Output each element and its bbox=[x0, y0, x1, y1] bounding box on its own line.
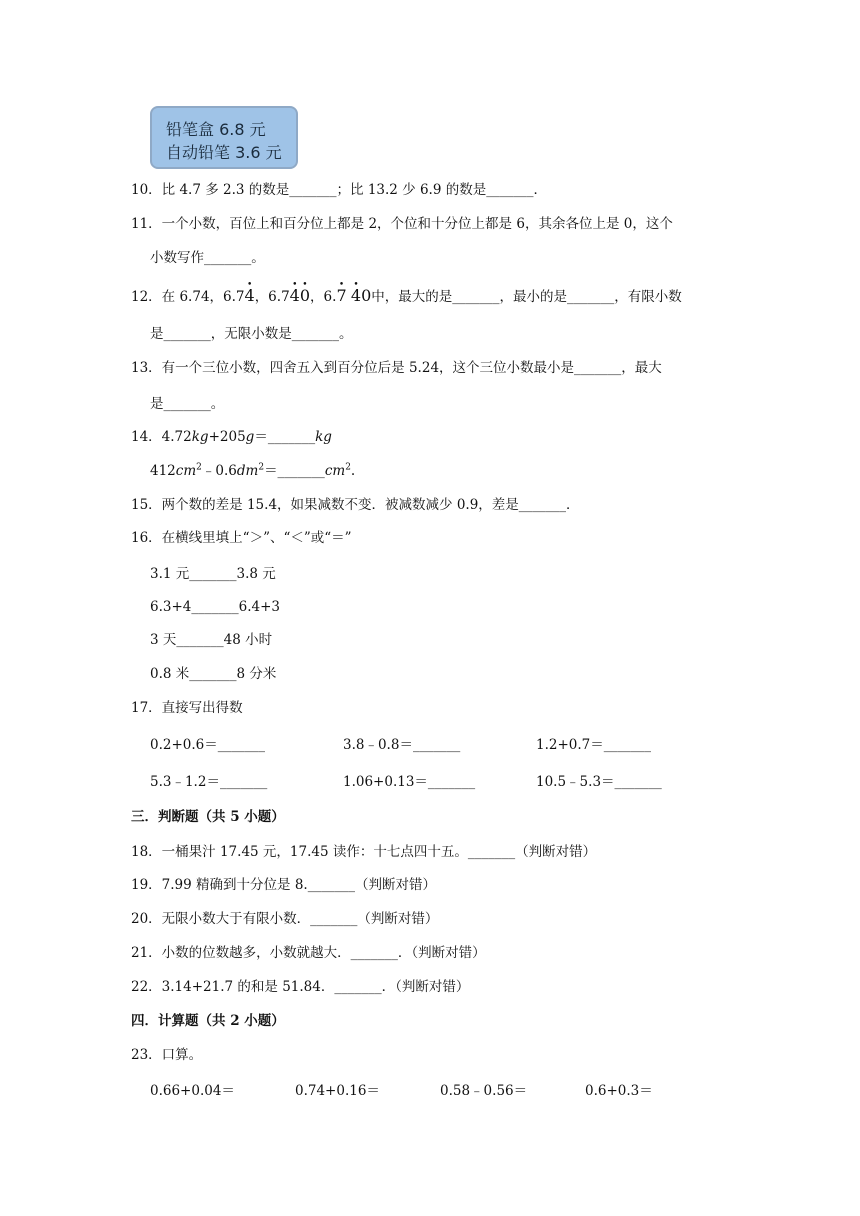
calc-item: 1.06+0.13＝_______ bbox=[343, 774, 476, 790]
question-16-item: 0.8 米_______8 分米 bbox=[150, 666, 277, 682]
question-20: 20．无限小数大于有限小数．_______（判断对错） bbox=[131, 911, 439, 927]
question-13-line2: 是_______。 bbox=[150, 396, 225, 412]
repeating-digit: • 0 bbox=[300, 287, 310, 305]
mental-calc-item: 0.58﹣0.56＝ bbox=[440, 1083, 528, 1099]
question-16: 16．在横线里填上“＞”、“＜”或“＝” bbox=[131, 530, 352, 546]
repeating-digit: • 4 bbox=[245, 287, 255, 305]
calc-item: 1.2+0.7＝_______ bbox=[536, 737, 652, 753]
question-16-item: 6.3+4_______6.4+3 bbox=[150, 599, 280, 615]
price-line-mechanical-pencil: 自动铅笔 3.6 元 bbox=[166, 143, 282, 162]
question-13-line1: 13．有一个三位小数，四舍五入到百分位后是 5.24，这个三位小数最小是_______，最大 bbox=[131, 360, 662, 376]
mental-calc-item: 0.66+0.04＝ bbox=[150, 1083, 235, 1099]
mental-calc-item: 0.6+0.3＝ bbox=[585, 1083, 653, 1099]
question-15: 15．两个数的差是 15.4，如果减数不变．被减数减少 0.9，差是_______． bbox=[131, 497, 580, 513]
question-21: 21．小数的位数越多，小数就越大．_______．（判断对错） bbox=[131, 945, 486, 961]
question-18: 18．一桶果汁 17.45 元，17.45 读作：十七点四十五。_______（判断对错） bbox=[131, 844, 597, 860]
question-14-line2: $412cm^2﹣0.6dm^2=\_\_\_\_\_\_\_cm^2$. bbox=[150, 462, 356, 479]
question-11-line2: 小数写作_______。 bbox=[150, 250, 265, 266]
question-16-item: 3.1 元_______3.8 元 bbox=[150, 566, 276, 582]
question-12-line1: 12．在 6.74，6.7• 4，6.7• 4• 0，6.• 7 • 40中，最大的是_______，最小的是_______，有限小数 bbox=[131, 287, 682, 306]
question-22: 22．3.14+21.7 的和是 51.84．_______．（判断对错） bbox=[131, 979, 470, 995]
question-12-line2: 是_______，无限小数是_______。 bbox=[150, 326, 353, 342]
calc-item: 5.3﹣1.2＝_______ bbox=[150, 774, 268, 790]
repeating-digit: • 4 bbox=[351, 287, 361, 305]
question-16-item: 3 天_______48 小时 bbox=[150, 632, 273, 648]
calc-item: 10.5﹣5.3＝_______ bbox=[536, 774, 662, 790]
question-19: 19．7.99 精确到十分位是 8._______（判断对错） bbox=[131, 877, 436, 893]
question-17: 17．直接写出得数 bbox=[131, 700, 243, 716]
price-box bbox=[150, 106, 298, 169]
calc-item: 0.2+0.6＝_______ bbox=[150, 737, 266, 753]
calc-item: 3.8﹣0.8＝_______ bbox=[343, 737, 461, 753]
question-11-line1: 11．一个小数，百位上和百分位上都是 2，个位和十分位上都是 6，其余各位上是 0，这个 bbox=[131, 216, 673, 232]
price-line-pencil-case: 铅笔盒 6.8 元 bbox=[166, 120, 266, 139]
mental-calc-item: 0.74+0.16＝ bbox=[295, 1083, 380, 1099]
question-14-line1: 14．4.72kg+205g＝_______kg bbox=[131, 429, 332, 445]
repeating-digit: • 4 bbox=[290, 287, 300, 305]
section-heading-calculation: 四．计算题（共 2 小题） bbox=[131, 1013, 285, 1029]
section-heading-judgement: 三．判断题（共 5 小题） bbox=[131, 809, 285, 825]
question-10: 10．比 4.7 多 2.3 的数是_______；比 13.2 少 6.9 的数是_______． bbox=[131, 182, 547, 198]
question-23: 23．口算。 bbox=[131, 1047, 203, 1063]
repeating-digit: • 7 bbox=[336, 287, 346, 305]
